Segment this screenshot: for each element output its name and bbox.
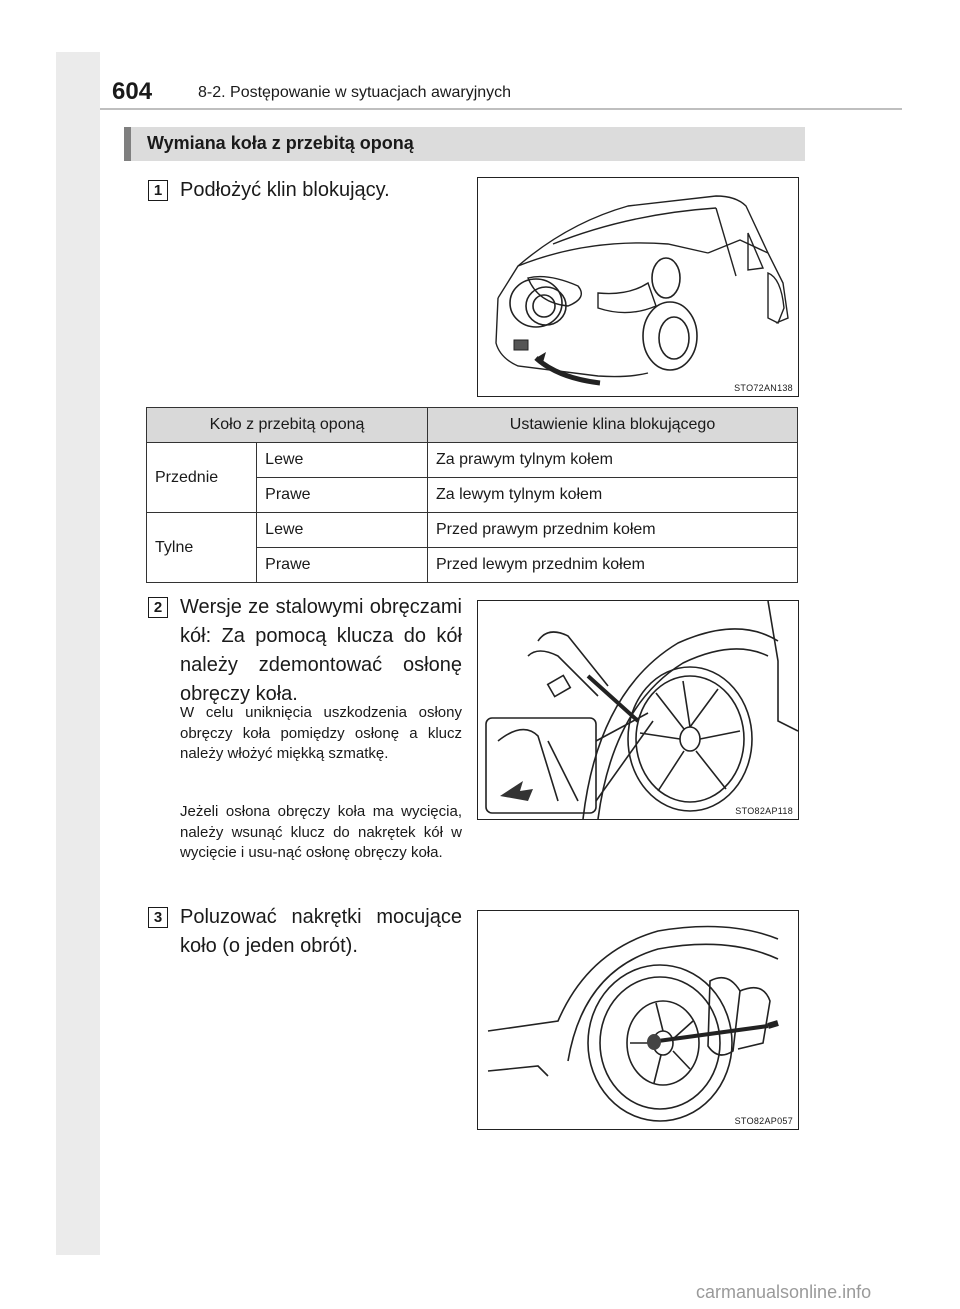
- step-1-text: Podłożyć klin blokujący.: [180, 179, 390, 201]
- step-number-2: 2: [148, 597, 168, 618]
- page-sidebar-band: [56, 52, 100, 1255]
- table-cell-position: Za prawym tylnym kołem: [428, 443, 798, 478]
- section-heading: [124, 127, 805, 161]
- table-cell-group: Tylne: [147, 513, 257, 583]
- figure-wheel-chock: [477, 177, 799, 397]
- chapter-title: 8-2. Postępowanie w sytuacjach awaryjnych: [198, 84, 512, 101]
- table-cell-group: Przednie: [147, 443, 257, 513]
- table-cell-position: Za lewym tylnym kołem: [428, 478, 798, 513]
- table-cell-side: Lewe: [257, 513, 428, 548]
- step-2-note-2: Jeżeli osłona obręczy koła ma wycięcia, należy wsunąć klucz do nakrętek kół w wycięcie i usu-nąć osłonę obręczy koła.: [180, 803, 462, 861]
- table-header-wheel: Koło z przebitą oponą: [147, 408, 428, 443]
- wedge-placement-table: [146, 407, 798, 583]
- page-number: 604: [112, 78, 153, 105]
- watermark: carmanualsonline.info: [696, 1282, 872, 1302]
- step-2-text: Wersje ze stalowymi obręczami kół: Za pomocą klucza do kół należy zdemontować osłonę obręczy koła.: [180, 596, 462, 705]
- section-title: Wymiana koła z przebitą oponą: [147, 133, 414, 153]
- table-cell-side: Prawe: [257, 478, 428, 513]
- wheel-cover-illustration: [478, 601, 798, 819]
- table-cell-side: Lewe: [257, 443, 428, 478]
- step-number-3: 3: [148, 907, 168, 928]
- table-header-row: [147, 408, 798, 443]
- table-row: [147, 443, 798, 478]
- figure-loosen-nuts: [477, 910, 799, 1130]
- table-cell-position: Przed prawym przednim kołem: [428, 513, 798, 548]
- step-number-1: 1: [148, 180, 168, 201]
- figure-3-code: STO82AP057: [734, 1116, 793, 1126]
- table-cell-position: Przed lewym przednim kołem: [428, 548, 798, 583]
- car-front-illustration: [478, 178, 798, 396]
- table-header-wedge: Ustawienie klina blokującego: [428, 408, 798, 443]
- table-cell-side: Prawe: [257, 548, 428, 583]
- figure-1-code: STO72AN138: [734, 383, 793, 393]
- step-3-text: Poluzować nakrętki mocujące koło (o jeden obrót).: [180, 906, 462, 957]
- header-divider: [100, 108, 902, 110]
- figure-wheel-cover-removal: [477, 600, 799, 820]
- table-row: [147, 513, 798, 548]
- loosen-nuts-illustration: [478, 911, 798, 1129]
- step-2-note-1: W celu uniknięcia uszkodzenia osłony obręczy koła pomiędzy osłonę a klucz należy włożyć miękką szmatkę.: [180, 704, 462, 762]
- figure-2-code: STO82AP118: [735, 806, 793, 816]
